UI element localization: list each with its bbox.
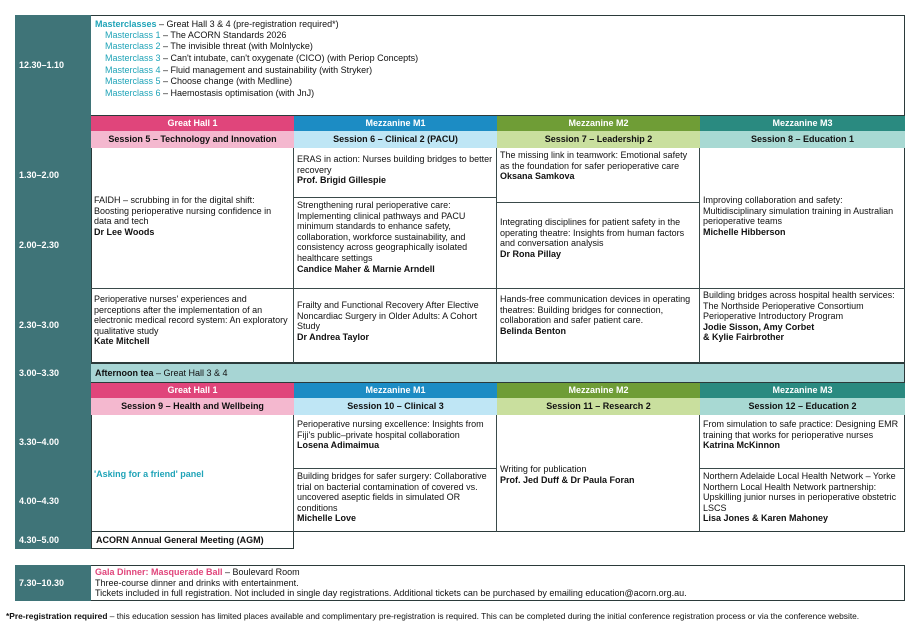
- talk-b2-m3-b: Northern Adelaide Local Health Network – Yorke Northern Local Health Network partnership: Upskilling junior nurses in perioperative obstetric LSCS Lisa Jones & Karen Mahoney: [703, 471, 897, 524]
- session-5: Session 5 – Technology and Innovation: [91, 131, 294, 148]
- room-mezzanine-m1-b: Mezzanine M1: [294, 383, 497, 398]
- talk-b2-m1-b: Building bridges for safer surgery: Collaborative trial on bacterial contamination of covered vs. uncovered aseptic fields in simulated OR conditions Michelle Love: [297, 471, 487, 524]
- talk-b2-m1-a: Perioperative nursing excellence: Insights from Fiji's public–private hospital collaboration Losena Adimaimua: [297, 419, 484, 451]
- panel-asking-for-a-friend: 'Asking for a friend' panel: [94, 469, 204, 479]
- gala-cell: Gala Dinner: Masquerade Ball – Boulevard Room Three-course dinner and drinks with entertainment. Tickets included in full registration. Not included in single day registrations. Additional tickets can be purchased by emailing education@acorn.org.au.: [91, 565, 905, 601]
- talk-b2-m3-a: From simulation to safe practice: Designing EMR training that works for perioperative nurses Katrina McKinnon: [703, 419, 899, 451]
- masterclass-1: Masterclass 1 – The ACORN Standards 2026: [105, 29, 287, 40]
- talk-gh1-a: FAIDH – scrubbing in for the digital shift: Boosting perioperative nursing confidence in data and tech Dr Lee Woods: [94, 195, 272, 237]
- masterclass-4: Masterclass 4 – Fluid management and sustainability (with Stryker): [105, 64, 373, 75]
- talk-m3-a: Improving collaboration and safety: Multidisciplinary simulation training in Australian perioperative teams Michelle Hibberson: [703, 195, 894, 237]
- session-6: Session 6 – Clinical 2 (PACU): [294, 131, 497, 148]
- room-mezzanine-m2: Mezzanine M2: [497, 116, 700, 131]
- room-mezzanine-m3: Mezzanine M3: [700, 116, 905, 131]
- time-2-30: 2.30–3.00: [15, 288, 91, 363]
- room-great-hall-1-b: Great Hall 1: [91, 383, 294, 398]
- time-7-30: 7.30–10.30: [15, 565, 91, 601]
- talk-m1-a: ERAS in action: Nurses building bridges to better recovery Prof. Brigid Gillespie: [297, 154, 493, 186]
- time-3-30: 3.30–4.00: [15, 415, 91, 470]
- time-masterclasses: 12.30–1.10: [15, 15, 91, 116]
- time-4-30: 4.30–5.00: [15, 532, 91, 549]
- room-great-hall-1: Great Hall 1: [91, 116, 294, 131]
- time-spacer-1: [15, 116, 91, 148]
- masterclass-2: Masterclass 2 – The invisible threat (with Molnlycke): [105, 41, 313, 52]
- session-10: Session 10 – Clinical 3: [294, 398, 497, 415]
- time-3-00: 3.00–3.30: [15, 363, 91, 383]
- session-11: Session 11 – Research 2: [497, 398, 700, 415]
- masterclasses-heading-rest: – Great Hall 3 & 4 (pre-registration required*): [156, 19, 339, 29]
- agm-cell: ACORN Annual General Meeting (AGM): [91, 532, 294, 549]
- masterclass-3: Masterclass 3 – Can't intubate, can't oxygenate (CICO) (with Periop Concepts): [105, 52, 419, 63]
- masterclass-5: Masterclass 5 – Choose change (with Medline): [105, 76, 293, 87]
- room-mezzanine-m1: Mezzanine M1: [294, 116, 497, 131]
- time-1-30: 1.30–2.00: [15, 148, 91, 202]
- talk-m2-a: The missing link in teamwork: Emotional safety as the foundation for safer perioperative care Oksana Samkova: [500, 150, 688, 182]
- talk-gh1-b: Perioperative nurses' experiences and perceptions after the implementation of an electronic medical record system: An exploratory qualitative study Kate Mitchell: [94, 294, 288, 347]
- room-mezzanine-m3-b: Mezzanine M3: [700, 383, 905, 398]
- talk-m3-b: Building bridges across hospital health services: The Northside Perioperative Consortium Perioperative Introductory Program Jodie Sisson, Amy Corbet & Kylie Fairbrother: [703, 290, 895, 343]
- session-8: Session 8 – Education 1: [700, 131, 905, 148]
- masterclasses-heading-line: [95, 19, 900, 30]
- session-12: Session 12 – Education 2: [700, 398, 905, 415]
- session-9: Session 9 – Health and Wellbeing: [91, 398, 294, 415]
- gala-title: Gala Dinner: Masquerade Ball: [95, 567, 223, 577]
- time-spacer-2: [15, 383, 91, 415]
- talk-m2-b: Integrating disciplines for patient safety in the operating theatre: Insights from human factors and conversation analysis Dr Rona Pillay: [500, 217, 685, 259]
- footnote: *Pre-registration required – this education session has limited places available and complimentary pre-registration is required. This can be completed during the initial conference registration process or via the conference website.: [6, 611, 860, 621]
- talk-m1-b: Strengthening rural perioperative care: Implementing clinical pathways and PACU minimum standards to enhance safety, collaboration, workforce sustainability, and consistency across geographically isolated healthcare settings Candice Maher & Marnie Arndell: [297, 200, 468, 274]
- talk-m1-c: Frailty and Functional Recovery After Elective Noncardiac Surgery in Older Adults: A Cohort Study Dr Andrea Taylor: [297, 300, 479, 342]
- masterclasses-cell: [91, 15, 905, 116]
- time-2-00: 2.00–2.30: [15, 202, 91, 288]
- masterclass-6: Masterclass 6 – Haemostasis optimisation (with JnJ): [105, 88, 315, 99]
- talk-m2-c: Hands-free communication devices in operating theatres: Building bridges for connection, collaboration and safer patient care. Belinda Benton: [500, 294, 691, 336]
- talk-b2-m2: Writing for publication Prof. Jed Duff & Dr Paula Foran: [500, 464, 635, 485]
- afternoon-tea: Afternoon tea – Great Hall 3 & 4: [91, 363, 905, 383]
- time-4-00: 4.00–4.30: [15, 470, 91, 532]
- room-mezzanine-m2-b: Mezzanine M2: [497, 383, 700, 398]
- masterclasses-heading: Masterclasses: [95, 19, 157, 29]
- session-7: Session 7 – Leadership 2: [497, 131, 700, 148]
